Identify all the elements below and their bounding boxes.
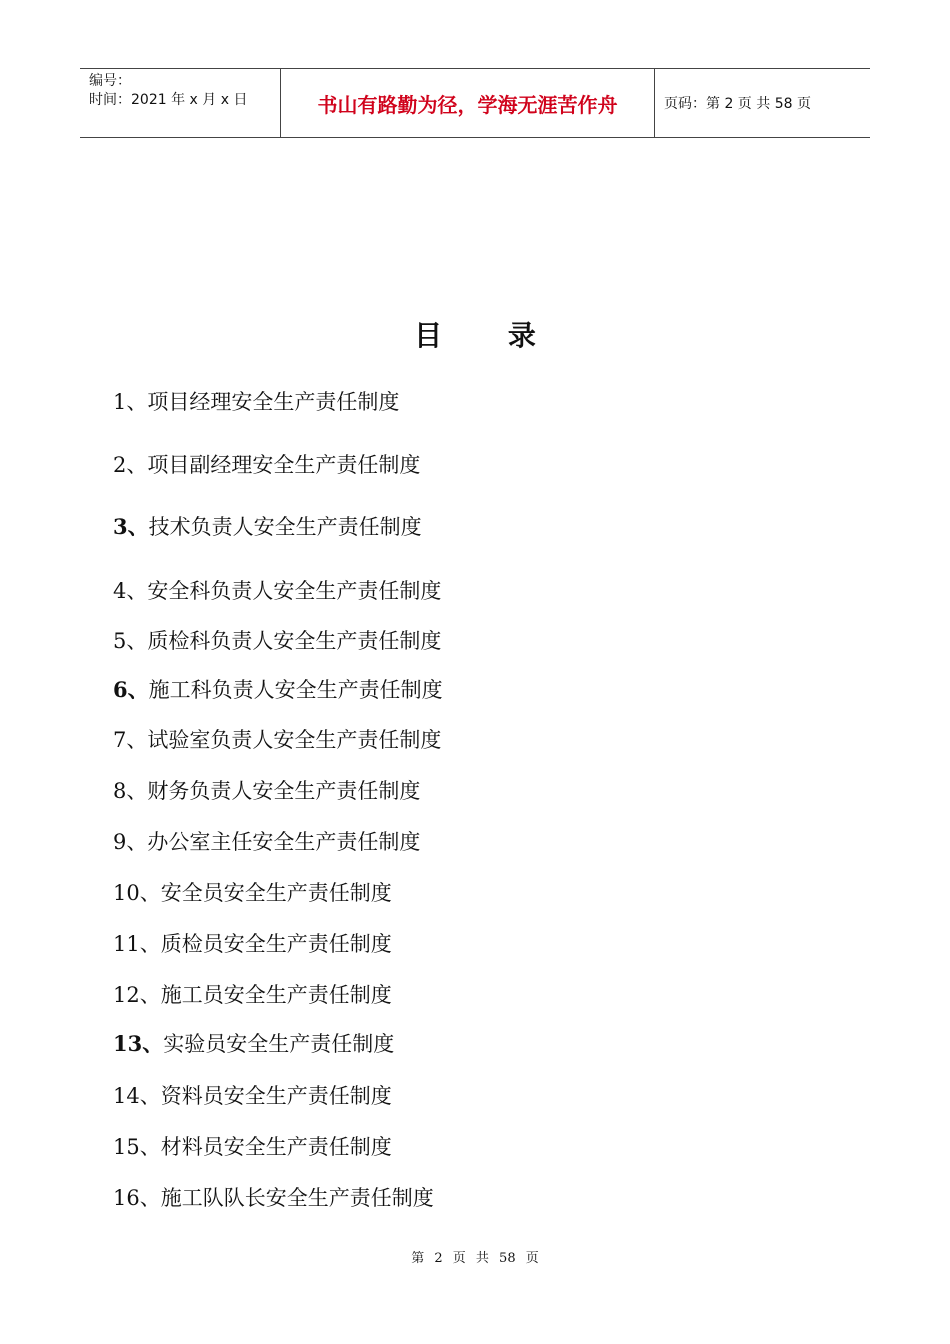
- page-header-table: [80, 68, 870, 138]
- document-date: 时间：2021 年 x 月 x 日: [89, 92, 248, 108]
- header-page-cell: [655, 69, 870, 137]
- toc-item-text: 财务负责人安全生产责任制度: [147, 779, 421, 803]
- toc-item: [113, 724, 441, 754]
- toc-item-text: 材料员安全生产责任制度: [160, 1135, 392, 1159]
- toc-item: [113, 386, 399, 416]
- toc-item: [113, 928, 392, 958]
- toc-item: [113, 979, 392, 1009]
- toc-item: [113, 625, 441, 655]
- toc-item: [113, 449, 420, 479]
- page-footer: 第 2 页 共 58 页: [411, 1251, 539, 1266]
- toc-item-number: 2、: [113, 453, 148, 477]
- toc-item-text: 办公室主任安全生产责任制度: [147, 830, 421, 854]
- toc-item-number: 7、: [113, 728, 148, 752]
- toc-item-number: 9、: [113, 830, 148, 854]
- toc-item-number: 13、: [113, 1031, 164, 1056]
- toc-item-text: 资料员安全生产责任制度: [160, 1084, 392, 1108]
- toc-item-number: 8、: [113, 779, 148, 803]
- toc-item: [113, 511, 422, 541]
- document-number-label: 编号：: [89, 73, 131, 89]
- toc-item-text: 试验室负责人安全生产责任制度: [147, 728, 442, 752]
- toc-item: [113, 775, 420, 805]
- toc-item-number: 15、: [113, 1135, 161, 1159]
- toc-item-text: 施工科负责人安全生产责任制度: [148, 678, 443, 702]
- toc-item: [113, 1131, 392, 1161]
- toc-item-number: 14、: [113, 1084, 161, 1108]
- toc-item-number: 11、: [113, 932, 161, 956]
- toc-item-text: 安全员安全生产责任制度: [160, 881, 392, 905]
- toc-item-text: 实验员安全生产责任制度: [163, 1032, 395, 1056]
- toc-item-number: 16、: [113, 1186, 161, 1210]
- toc-item: [113, 826, 420, 856]
- toc-item-number: 10、: [113, 881, 161, 905]
- header-motto: 书山有路勤为径，学海无涯苦作舟: [317, 92, 618, 117]
- toc-item-text: 施工员安全生产责任制度: [160, 983, 392, 1007]
- toc-item-number: 3、: [113, 514, 149, 539]
- toc-item-number: 6、: [113, 677, 149, 702]
- toc-item-number: 12、: [113, 983, 161, 1007]
- toc-item-number: 5、: [113, 629, 148, 653]
- toc-item-text: 质检员安全生产责任制度: [160, 932, 392, 956]
- toc-title: 目 录: [414, 319, 564, 352]
- toc-item-text: 施工队队长安全生产责任制度: [160, 1186, 434, 1210]
- toc-item: [113, 1028, 394, 1058]
- toc-item-text: 安全科负责人安全生产责任制度: [147, 579, 442, 603]
- toc-item-text: 质检科负责人安全生产责任制度: [147, 629, 442, 653]
- toc-item: [113, 674, 443, 704]
- toc-item: [113, 1182, 434, 1212]
- toc-item-number: 4、: [113, 579, 148, 603]
- toc-item-text: 技术负责人安全生产责任制度: [148, 515, 422, 539]
- toc-item-text: 项目经理安全生产责任制度: [147, 390, 400, 414]
- toc-item: [113, 575, 441, 605]
- toc-item: [113, 1080, 392, 1110]
- header-motto-cell: [281, 69, 655, 137]
- toc-item: [113, 877, 392, 907]
- toc-item-text: 项目副经理安全生产责任制度: [147, 453, 421, 477]
- header-page-info: 页码：第 2 页 共 58 页: [664, 96, 811, 112]
- header-meta-cell: [80, 69, 281, 137]
- toc-item-number: 1、: [113, 390, 148, 414]
